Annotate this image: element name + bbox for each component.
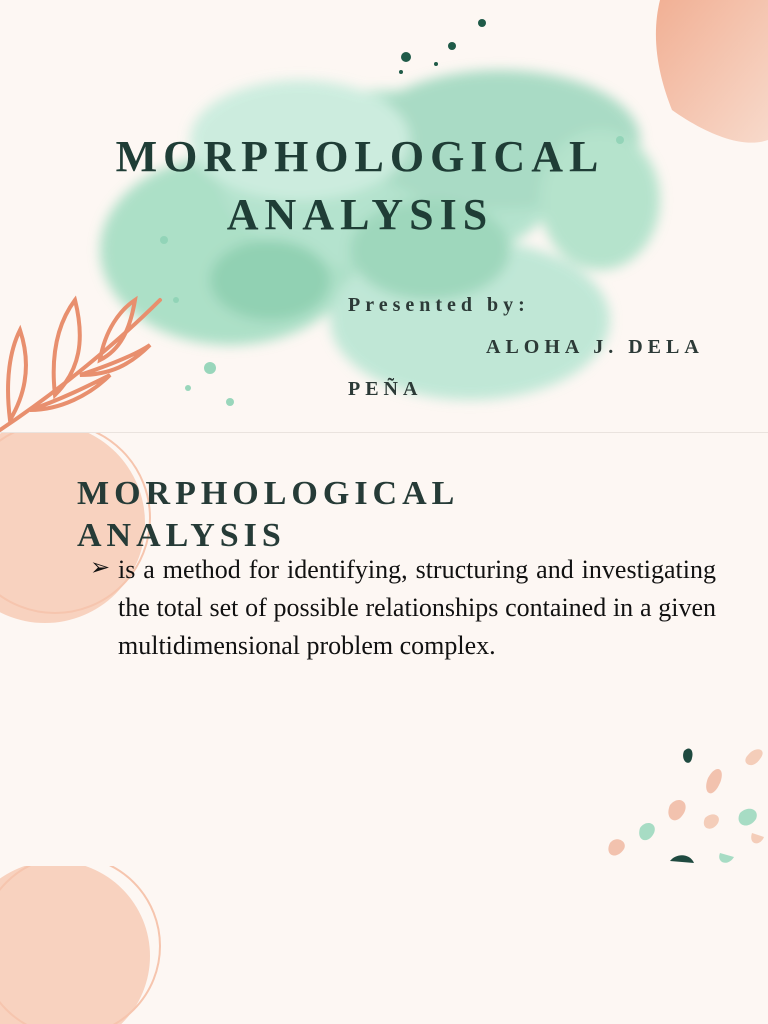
bullet-text: is a method for identifying, structuring and investigating the total set of possible relationships contained in a given multidimensional problem complex. <box>118 555 716 660</box>
heading-line-1: MORPHOLOGICAL <box>77 475 460 512</box>
title-line-2: ANALYSIS <box>226 190 494 239</box>
arrow-bullet-icon: ➢ <box>90 553 111 581</box>
title-line-1: MORPHOLOGICAL <box>115 132 605 181</box>
content-heading <box>77 473 537 557</box>
content-slide <box>0 433 768 865</box>
title-slide <box>0 0 768 432</box>
slide-title <box>0 128 720 244</box>
presented-by-label: Presented by: <box>348 294 530 316</box>
heading-line-2: ANALYSIS <box>77 517 286 554</box>
presenter-name-line-2: PEÑA <box>348 378 423 400</box>
presenter-name-line-1: ALOHA J. DELA <box>486 336 704 358</box>
peach-circle-bottom-icon <box>0 866 768 1024</box>
bullet-item <box>90 551 716 665</box>
